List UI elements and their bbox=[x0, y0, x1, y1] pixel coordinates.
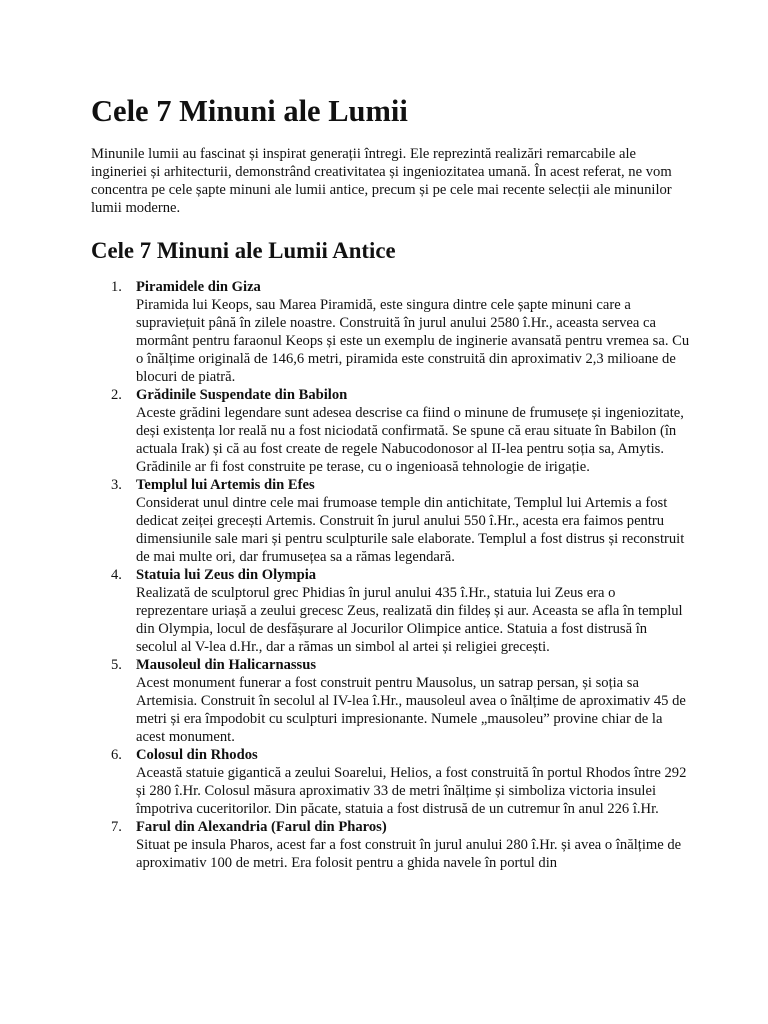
list-item bbox=[91, 746, 691, 818]
document-title: Cele 7 Minuni ale Lumii bbox=[91, 94, 408, 128]
wonder-description: Realizată de sculptorul grec Phidias în jurul anului 435 î.Hr., statuia lui Zeus era o reprezentare uriașă a zeului grecesc Zeus, realizată din fildeș și aur. Aceasta se afla în templul din Olympia, locul de desfășurare al Jocurilor Olimpice antice. Statuia a fost distrusă în secolul al V-lea d.Hr., dar a rămas un simbol al artei și religiei grecești. bbox=[136, 585, 683, 655]
list-item bbox=[91, 278, 691, 386]
wonder-description: Considerat unul dintre cele mai frumoase temple din antichitate, Templul lui Artemis a fost dedicat zeiței grecești Artemis. Construit în jurul anului 550 î.Hr., acesta era faimos pentru dimensiunile sale mari și pentru sculpturile sale elaborate. Templul a fost distrus și reconstruit de mai multe ori, dar frumusețea sa a rămas legendară. bbox=[136, 495, 685, 565]
wonders-list bbox=[91, 278, 691, 872]
wonder-title: Templul lui Artemis din Efes bbox=[136, 477, 315, 493]
list-item bbox=[91, 386, 691, 476]
wonder-title: Grădinile Suspendate din Babilon bbox=[136, 387, 348, 403]
list-item bbox=[91, 566, 691, 656]
wonder-title: Mausoleul din Halicarnassus bbox=[136, 657, 317, 673]
section-title: Cele 7 Minuni ale Lumii Antice bbox=[91, 238, 396, 263]
list-item-number: 5. bbox=[111, 657, 122, 673]
wonder-title: Piramidele din Giza bbox=[136, 279, 261, 295]
wonder-description: Situat pe insula Pharos, acest far a fost construit în jurul anului 280 î.Hr. și avea o înălțime de aproximativ 100 de metri. Era folosit pentru a ghida navele în portul din bbox=[136, 837, 682, 871]
wonder-description: Aceste grădini legendare sunt adesea descrise ca fiind o minune de frumusețe și ingeniozitate, deși existența lor reală nu a fost niciodată confirmată. Se spune că erau situate în Babilon (în actuala Irak) și că au fost create de regele Nabucodonosor al II-lea pentru soția sa, Amytis. Grădinile ar fi fost construite pe terase, cu o ingenioasă tehnologie de irigație. bbox=[136, 405, 684, 475]
list-item-number: 3. bbox=[111, 477, 122, 493]
list-item-number: 2. bbox=[111, 387, 122, 403]
wonder-title: Farul din Alexandria (Farul din Pharos) bbox=[136, 819, 387, 835]
list-item-number: 4. bbox=[111, 567, 122, 583]
list-item-number: 1. bbox=[111, 279, 122, 295]
list-item-number: 6. bbox=[111, 747, 122, 763]
wonder-title: Colosul din Rhodos bbox=[136, 747, 258, 763]
wonder-title: Statuia lui Zeus din Olympia bbox=[136, 567, 317, 583]
list-item bbox=[91, 656, 691, 746]
list-item-number: 7. bbox=[111, 819, 122, 835]
document-page bbox=[91, 90, 691, 872]
list-item bbox=[91, 818, 691, 872]
intro-paragraph: Minunile lumii au fascinat și inspirat generații întregi. Ele reprezintă realizări remarcabile ale ingineriei și arhitecturii, demonstrând creativitatea și ingeniozitatea umană. În acest referat, ne vom concentra pe cele șapte minuni ale lumii antice, precum și pe cele mai recente selecții ale minunilor lumii moderne. bbox=[91, 146, 672, 216]
wonder-description: Acest monument funerar a fost construit pentru Mausolus, un satrap persan, și soția sa Artemisia. Construit în secolul al IV-lea î.Hr., mausoleul avea o înălțime de aproximativ 45 de metri și era împodobit cu sculpturi impresionante. Numele „mausoleu” provine chiar de la acest monument. bbox=[136, 675, 686, 745]
list-item bbox=[91, 476, 691, 566]
wonder-description: Piramida lui Keops, sau Marea Piramidă, este singura dintre cele șapte minuni care a supraviețuit până în zilele noastre. Construită în jurul anului 2580 î.Hr., aceasta servea ca mormânt pentru faraonul Keops și este un exemplu de inginerie avansată pentru vremea sa. Cu o înălțime originală de 146,6 metri, piramida este construită din aproximativ 2,3 milioane de blocuri de piatră. bbox=[136, 297, 690, 385]
wonder-description: Această statuie gigantică a zeului Soarelui, Helios, a fost construită în portul Rhodos între 292 și 280 î.Hr. Colosul măsura aproximativ 33 de metri înălțime și simboliza victoria insulei împotriva cuceritorilor. Din păcate, statuia a fost distrusă de un cutremur în anul 226 î.Hr. bbox=[136, 765, 687, 817]
